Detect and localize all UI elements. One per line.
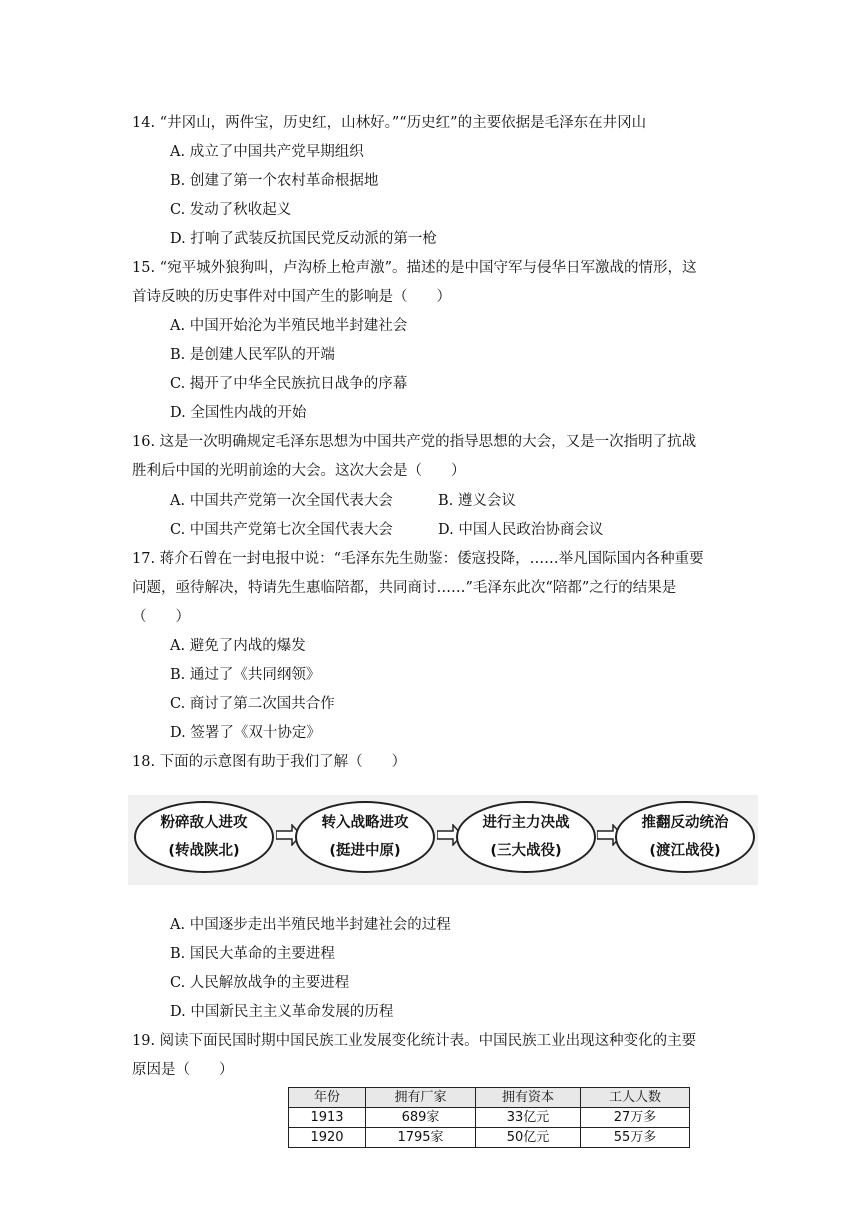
- diagram-node-2-sub: (挺进中原): [329, 843, 401, 859]
- table-row: [289, 1108, 690, 1128]
- question-16-option-d: D. 中国人民政治协商会议: [438, 522, 604, 538]
- table-cell: 55万多: [581, 1128, 690, 1148]
- question-19-text-line-1: 19. 阅读下面民国时期中国民族工业发展变化统计表。中国民族工业出现这种变化的主要: [132, 1033, 697, 1049]
- table-header-cell: 工人人数: [581, 1088, 690, 1108]
- table-cell: 1920: [289, 1128, 366, 1148]
- diagram-node-1-sub: (转战陕北): [168, 843, 240, 859]
- question-16-text-line-1: 16. 这是一次明确规定毛泽东思想为中国共产党的指导思想的大会，又是一次指明了抗战: [132, 434, 697, 450]
- question-15-option-d: D. 全国性内战的开始: [170, 405, 307, 421]
- question-15-option-a: A. 中国开始沦为半殖民地半封建社会: [170, 318, 408, 334]
- question-18-option-d: D. 中国新民主主义革命发展的历程: [170, 1004, 394, 1020]
- diagram-node-4: [615, 801, 755, 873]
- question-14-text: 14. “井冈山，两件宝，历史红，山林好。”“历史红”的主要依据是毛泽东在井冈山: [132, 115, 647, 131]
- diagram-node-2-main: 转入战略进攻: [321, 815, 409, 831]
- diagram-node-1: [134, 801, 274, 873]
- question-16-option-c: C. 中国共产党第七次全国代表大会: [170, 522, 393, 538]
- table-header-cell: 年份: [289, 1088, 366, 1108]
- question-17-option-c: C. 商讨了第二次国共合作: [170, 696, 335, 712]
- question-14-option-d: D. 打响了武装反抗国民党反动派的第一枪: [170, 231, 437, 247]
- table-header-cell: 拥有厂家: [366, 1088, 476, 1108]
- question-18-option-b: B. 国民大革命的主要进程: [170, 946, 335, 962]
- question-15-option-b: B. 是创建人民军队的开端: [170, 347, 335, 363]
- table-cell: 50亿元: [476, 1128, 581, 1148]
- question-17-option-d: D. 签署了《双十协定》: [170, 725, 321, 741]
- question-17-text-line-2: 问题，亟待解决，特请先生惠临陪都，共同商讨……”毛泽东此次“陪都”之行的结果是: [132, 580, 677, 596]
- table-cell: 689家: [366, 1108, 476, 1128]
- table-cell: 1795家: [366, 1128, 476, 1148]
- table-row: [289, 1128, 690, 1148]
- question-14-option-b: B. 创建了第一个农村革命根据地: [170, 173, 379, 189]
- table-cell: 33亿元: [476, 1108, 581, 1128]
- diagram-node-3: [456, 801, 596, 873]
- diagram-node-3-main: 进行主力决战: [482, 815, 570, 831]
- question-19-text-line-2: 原因是（ ）: [132, 1062, 234, 1078]
- question-17-option-b: B. 通过了《共同纲领》: [170, 667, 321, 683]
- diagram-node-1-main: 粉碎敌人进攻: [160, 815, 248, 831]
- table-cell: 27万多: [581, 1108, 690, 1128]
- question-15-text-line-2: 首诗反映的历史事件对中国产生的影响是（ ）: [132, 289, 451, 305]
- question-18-option-c: C. 人民解放战争的主要进程: [170, 975, 350, 991]
- question-17-text-line-3: （ ）: [132, 609, 190, 625]
- table-header-cell: 拥有资本: [476, 1088, 581, 1108]
- diagram-node-4-sub: (渡江战役): [649, 843, 721, 859]
- question-14-option-a: A. 成立了中国共产党早期组织: [170, 144, 364, 160]
- diagram-node-2: [295, 801, 435, 873]
- table-header-row: [289, 1088, 690, 1108]
- question-16-option-a: A. 中国共产党第一次全国代表大会: [170, 493, 393, 509]
- diagram-node-4-main: 推翻反动统治: [641, 815, 729, 831]
- question-14-option-c: C. 发动了秋收起义: [170, 202, 292, 218]
- question-18-text: 18. 下面的示意图有助于我们了解（ ）: [132, 754, 407, 770]
- question-16-text-line-2: 胜利后中国的光明前途的大会。这次大会是（ ）: [132, 463, 466, 479]
- flow-diagram: [128, 795, 758, 885]
- question-17-text-line-1: 17. 蒋介石曾在一封电报中说：“毛泽东先生勋鉴：倭寇投降，……举凡国际国内各种重要: [132, 551, 704, 567]
- question-18-option-a: A. 中国逐步走出半殖民地半封建社会的过程: [170, 917, 451, 933]
- diagram-node-3-sub: (三大战役): [490, 843, 562, 859]
- question-16-option-b: B. 遵义会议: [438, 493, 516, 509]
- question-15-text-line-1: 15. “宛平城外狼狗叫，卢沟桥上枪声激”。描述的是中国守军与侵华日军激战的情形，这: [132, 260, 697, 276]
- industry-stats-table: [288, 1087, 690, 1148]
- question-15-option-c: C. 揭开了中华全民族抗日战争的序幕: [170, 376, 408, 392]
- table-cell: 1913: [289, 1108, 366, 1128]
- question-17-option-a: A. 避免了内战的爆发: [170, 638, 306, 654]
